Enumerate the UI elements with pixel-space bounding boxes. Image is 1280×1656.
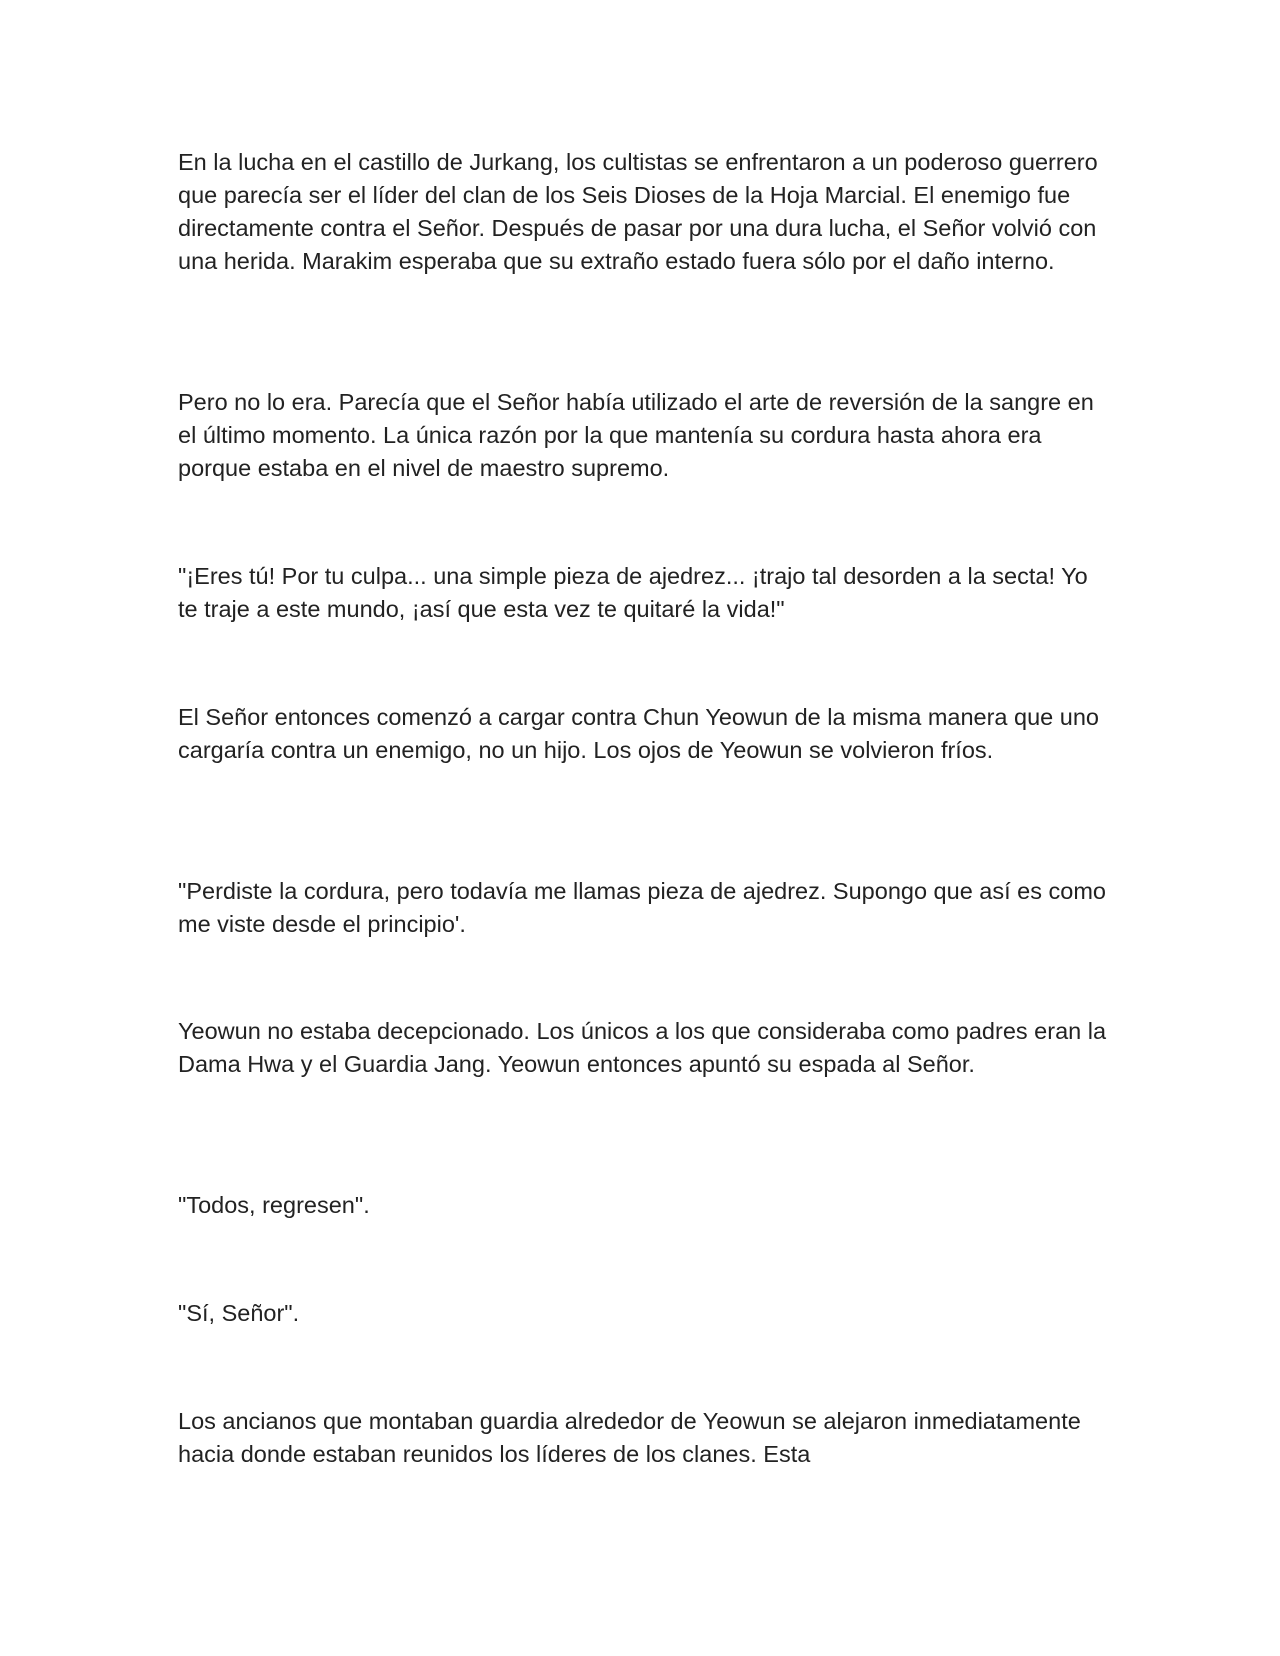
- paragraph-2: Pero no lo era. Parecía que el Señor había utilizado el arte de reversión de la sangre en el último momento. La única razón por la que mantenía su cordura hasta ahora era porque estaba en el nivel de maestro supremo.: [178, 389, 1094, 481]
- paragraph-7: "Todos, regresen".: [178, 1192, 370, 1218]
- paragraph-3: "¡Eres tú! Por tu culpa... una simple pieza de ajedrez... ¡trajo tal desorden a la secta! Yo te traje a este mundo, ¡así que esta vez te quitaré la vida!": [178, 563, 1088, 622]
- paragraph-6: Yeowun no estaba decepcionado. Los únicos a los que consideraba como padres eran la Dama Hwa y el Guardia Jang. Yeowun entonces apuntó su espada al Señor.: [178, 1018, 1107, 1077]
- paragraph-1: En la lucha en el castillo de Jurkang, los cultistas se enfrentaron a un poderoso guerrero que parecía ser el líder del clan de los Seis Dioses de la Hoja Marcial. El enemigo fue directamente contra el Señor. Después de pasar por una dura lucha, el Señor volvió con una herida. Marakim esperaba que su extraño estado fuera sólo por el daño interno.: [178, 149, 1098, 274]
- paragraph-8: "Sí, Señor".: [178, 1300, 300, 1326]
- paragraph-9: Los ancianos que montaban guardia alrededor de Yeowun se alejaron inmediatamente hacia donde estaban reunidos los líderes de los clanes. Esta: [178, 1408, 1081, 1467]
- paragraph-5: "Perdiste la cordura, pero todavía me llamas pieza de ajedrez. Supongo que así es como me viste desde el principio'.: [178, 878, 1106, 937]
- paragraph-4: El Señor entonces comenzó a cargar contra Chun Yeowun de la misma manera que uno cargaría contra un enemigo, no un hijo. Los ojos de Yeowun se volvieron fríos.: [178, 704, 1099, 763]
